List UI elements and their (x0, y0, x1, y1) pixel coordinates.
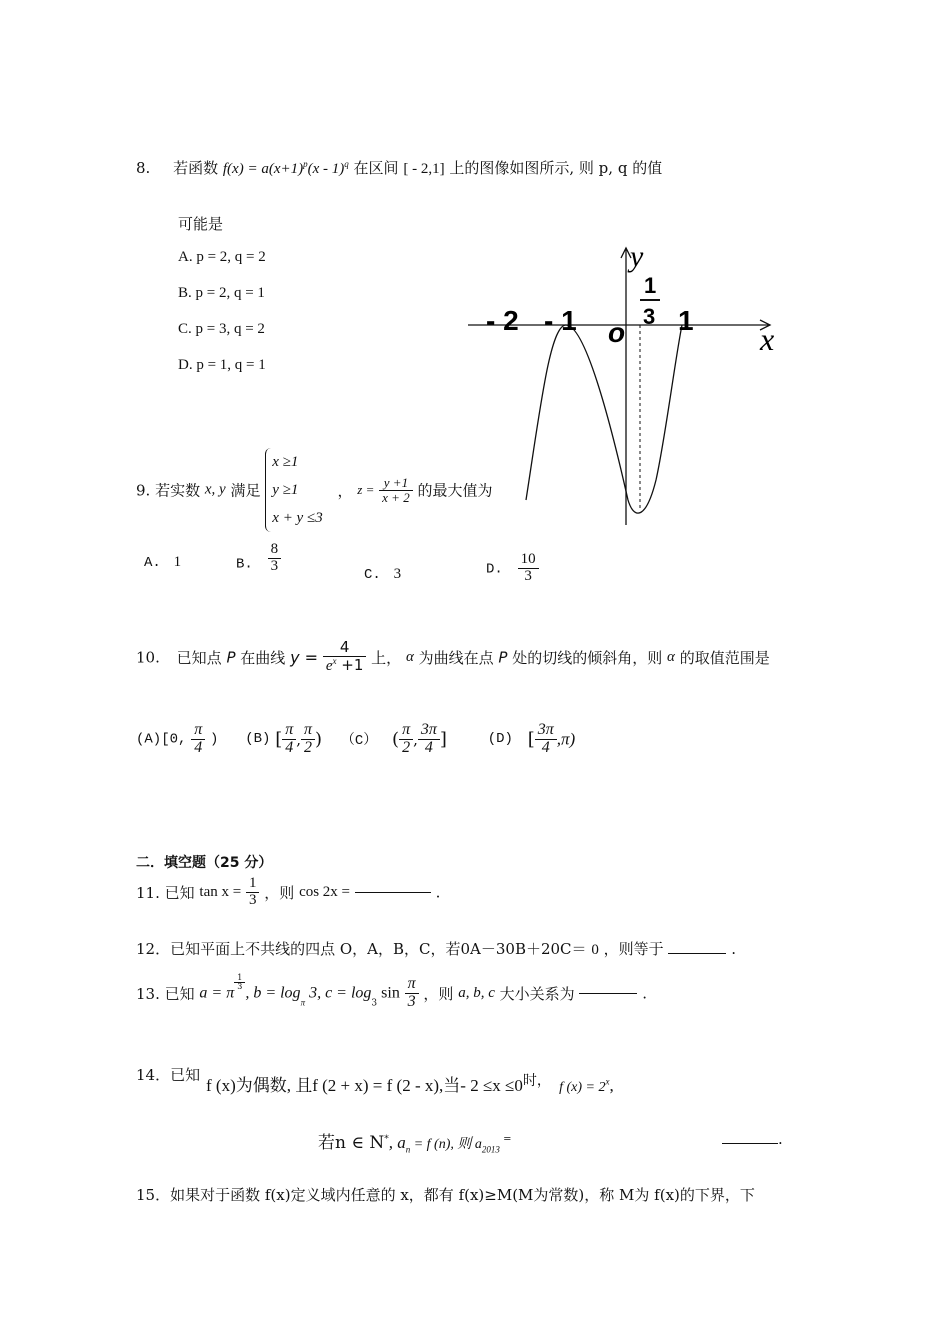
q14-end: . (778, 1130, 783, 1148)
tick-third-numerator: 1 (644, 273, 657, 298)
q14-fx-end: , (609, 1076, 614, 1095)
q13-abc: a, b, c (458, 984, 495, 1001)
q10-pre: 已知点 (176, 648, 222, 667)
q12-text: 12．已知平面上不共线的四点 O，A，B，C，若0A－30B＋20C＝ (136, 940, 587, 958)
q10-curve-fraction: $\frac{4}{e^x +1}$ (323, 640, 367, 675)
q10-option-c-close: ] (439, 728, 447, 750)
q10-mid1: 在曲线 (240, 648, 286, 667)
q12-zero: 0 (591, 942, 599, 958)
q9-option-c (364, 564, 401, 583)
q13-a-eq: a = π (199, 984, 235, 1002)
q9-lead: 9. 若实数 (136, 481, 201, 500)
q12-end: . (731, 940, 736, 958)
q10-option-d-tail: ,π) (556, 729, 576, 749)
q9-constraint-3: x + y ≤3 (272, 510, 323, 526)
q10-option-d-frac: $\frac{3\pi}{4}$ (535, 722, 557, 757)
tick-third-denominator: 3 (643, 304, 656, 329)
q14-condition (206, 1070, 614, 1096)
q13-answer-blank[interactable] (579, 993, 637, 994)
q13-b-tail: 3, c = log (305, 984, 372, 1002)
x-axis-label: x (760, 321, 775, 357)
q8-number: 8. (136, 159, 151, 177)
q10-option-c-frac1: $\frac{\pi}{2}$ (399, 722, 413, 757)
q10-option-a-label: (A)[0, (136, 731, 187, 748)
q10-mid4: 处的切线的倾斜角，则 (512, 648, 663, 667)
q9-option-c-label: C. (364, 567, 381, 583)
q10-option-d-label: (D) (487, 731, 513, 748)
q10-option-b-frac2: $\frac{\pi}{2}$ (301, 722, 315, 757)
section-2-title: 二．填空题（25 分） (136, 855, 273, 871)
q8-line2: 可能是 (178, 215, 224, 233)
q10-option-c-comma: , (413, 730, 418, 749)
q10-option-a-close: ) (210, 731, 219, 748)
q9-comma: ， (337, 481, 353, 500)
q8-formula: $f(x) = a(x+1)^p(x - 1)^q$ (222, 159, 349, 177)
q8-line1 (136, 157, 662, 178)
q10-options (136, 722, 575, 770)
q11-mid: ，则 (264, 883, 295, 902)
q11-lead: 11. 已知 (136, 883, 195, 902)
q9-z-fraction: $\frac{y +1}{x + 2}$ (379, 476, 413, 504)
q9-options (144, 552, 181, 571)
q14-eq: = (499, 1134, 512, 1145)
q10-point-p2: P (498, 648, 508, 667)
q9-option-a-label: A. (144, 555, 161, 571)
q9-vars: x, y (204, 481, 226, 498)
q10-point-p: P (226, 648, 236, 667)
q10-option-d-open: [ (527, 728, 535, 750)
tick-1: 1 (678, 305, 694, 336)
q14-line1: f (x)为偶数, 且f (2 + x) = f (2 - x),当- 2 ≤x ≤0 (206, 1076, 523, 1095)
q10-option-c-open: ( (392, 728, 400, 750)
q10-mid3: 为曲线在点 (418, 648, 494, 667)
q9-option-b-label: B. (236, 556, 253, 573)
q14-when: 时， (522, 1073, 551, 1089)
q11-line (136, 876, 440, 922)
q8-post: 上的图像如图所示, 则 p, q 的值 (449, 159, 663, 177)
q14-answer (722, 1130, 783, 1148)
q9-option-b (236, 541, 281, 575)
q8-pre: 若函数 (173, 159, 219, 177)
q10-option-b-label: (B) (245, 731, 271, 748)
origin-label: o (608, 317, 626, 348)
q13-post2: 大小关系为 (499, 984, 575, 1003)
q8-option-a: A. p = 2, q = 2 (178, 249, 266, 265)
q13-sin: sin (377, 984, 400, 1002)
function-curve (526, 325, 682, 513)
q8-option-c: C. p = 3, q = 2 (178, 321, 265, 337)
q10-option-c-frac2: $\frac{3\pi}{4}$ (418, 722, 440, 757)
q15-line: 15．如果对于函数 f(x)定义域内任意的 x，都有 f(x)≥M(M为常数)，称 M为 f(x)的下界，下 (136, 1186, 755, 1204)
q8-interval: [ - 2,1] (403, 161, 445, 177)
q13-sin-fraction: $\frac{\pi}{3}$ (405, 976, 419, 1011)
q9-constraints (265, 448, 322, 532)
q9-line (136, 448, 493, 532)
q13-post: ，则 (423, 984, 454, 1003)
tick-minus-2: - 2 (486, 305, 519, 336)
q9-post: 的最大值为 (417, 481, 493, 500)
q12-answer-blank[interactable] (668, 953, 726, 954)
q11-end: . (435, 883, 441, 902)
q14-star: * (384, 1134, 389, 1145)
q14-line2b: , a (388, 1133, 406, 1152)
y-axis-label: y (630, 240, 644, 273)
q14-answer-blank[interactable] (722, 1143, 778, 1144)
q11-fraction: $\frac{1}{3}$ (246, 876, 260, 909)
q9-z-eq: z = (357, 482, 375, 497)
q14-line2c: = f (n), 则 a (410, 1137, 482, 1152)
q10-alpha: α (405, 648, 414, 665)
q9-option-a-value: 1 (173, 554, 182, 570)
q13-b-sub: π (300, 997, 306, 1008)
q13-b-part: , b = log (245, 984, 301, 1002)
q13-end: . (642, 984, 648, 1003)
q10-y-eq: y = (290, 647, 319, 667)
q9-option-b-fraction: $\frac{8}{3}$ (268, 542, 282, 575)
q8-option-d: D. p = 1, q = 1 (178, 357, 266, 373)
q8-interval-pre: 在区间 (353, 159, 399, 177)
q14-fx: f (x) = 2 (559, 1080, 606, 1095)
q10-option-a-fraction: $\frac{\pi}{4}$ (191, 722, 205, 757)
q10-option-c-label: （C） (340, 733, 378, 750)
q8-option-b: B. p = 2, q = 1 (178, 285, 265, 301)
q9-constraint-2: y ≥1 (272, 482, 299, 498)
q10-option-b-open: [ (275, 728, 283, 750)
q13-lead: 13. 已知 (136, 984, 195, 1003)
q9-option-d-label: D. (486, 561, 503, 578)
q11-answer-blank[interactable] (355, 892, 431, 893)
q9-option-d (486, 552, 539, 585)
q14-sub-n: n (405, 1144, 411, 1155)
q11-cos: cos 2x = (299, 883, 351, 900)
q10-line (136, 640, 770, 686)
q13-c-sub: 3 (371, 998, 378, 1009)
q11-tan: tan x = (199, 883, 242, 900)
q9-option-d-fraction: $\frac{10}{3}$ (518, 552, 539, 585)
q10-option-b-close: ) (315, 728, 323, 750)
q14-question (318, 1128, 511, 1154)
q12-post: ，则等于 (603, 940, 664, 958)
tick-minus-1: - 1 (544, 305, 577, 336)
q10-option-b-comma: , (296, 730, 302, 749)
q14-line2a: 若n ∈ N (318, 1133, 385, 1153)
q10-alpha2: α (667, 648, 675, 665)
q9-option-c-value: 3 (393, 566, 402, 582)
q13-a-exponent: $\frac{1}{3}$ (234, 974, 245, 992)
function-graph (460, 230, 820, 535)
q10-option-b-frac1: $\frac{\pi}{4}$ (282, 722, 296, 757)
q12-line (136, 938, 736, 959)
q14-fx-exponent: x (605, 1076, 610, 1087)
q10-mid2: 上， (371, 648, 402, 667)
q13-line (136, 973, 648, 1030)
q14-sub-2013: 2013 (481, 1144, 500, 1155)
q9-cond-pre: 满足 (230, 481, 261, 500)
q10-post: 的取值范围是 (679, 648, 770, 667)
q10-number: 10. (136, 648, 160, 667)
q9-constraint-1: x ≥1 (272, 454, 299, 470)
q14-lead: 14．已知 (136, 1066, 201, 1084)
